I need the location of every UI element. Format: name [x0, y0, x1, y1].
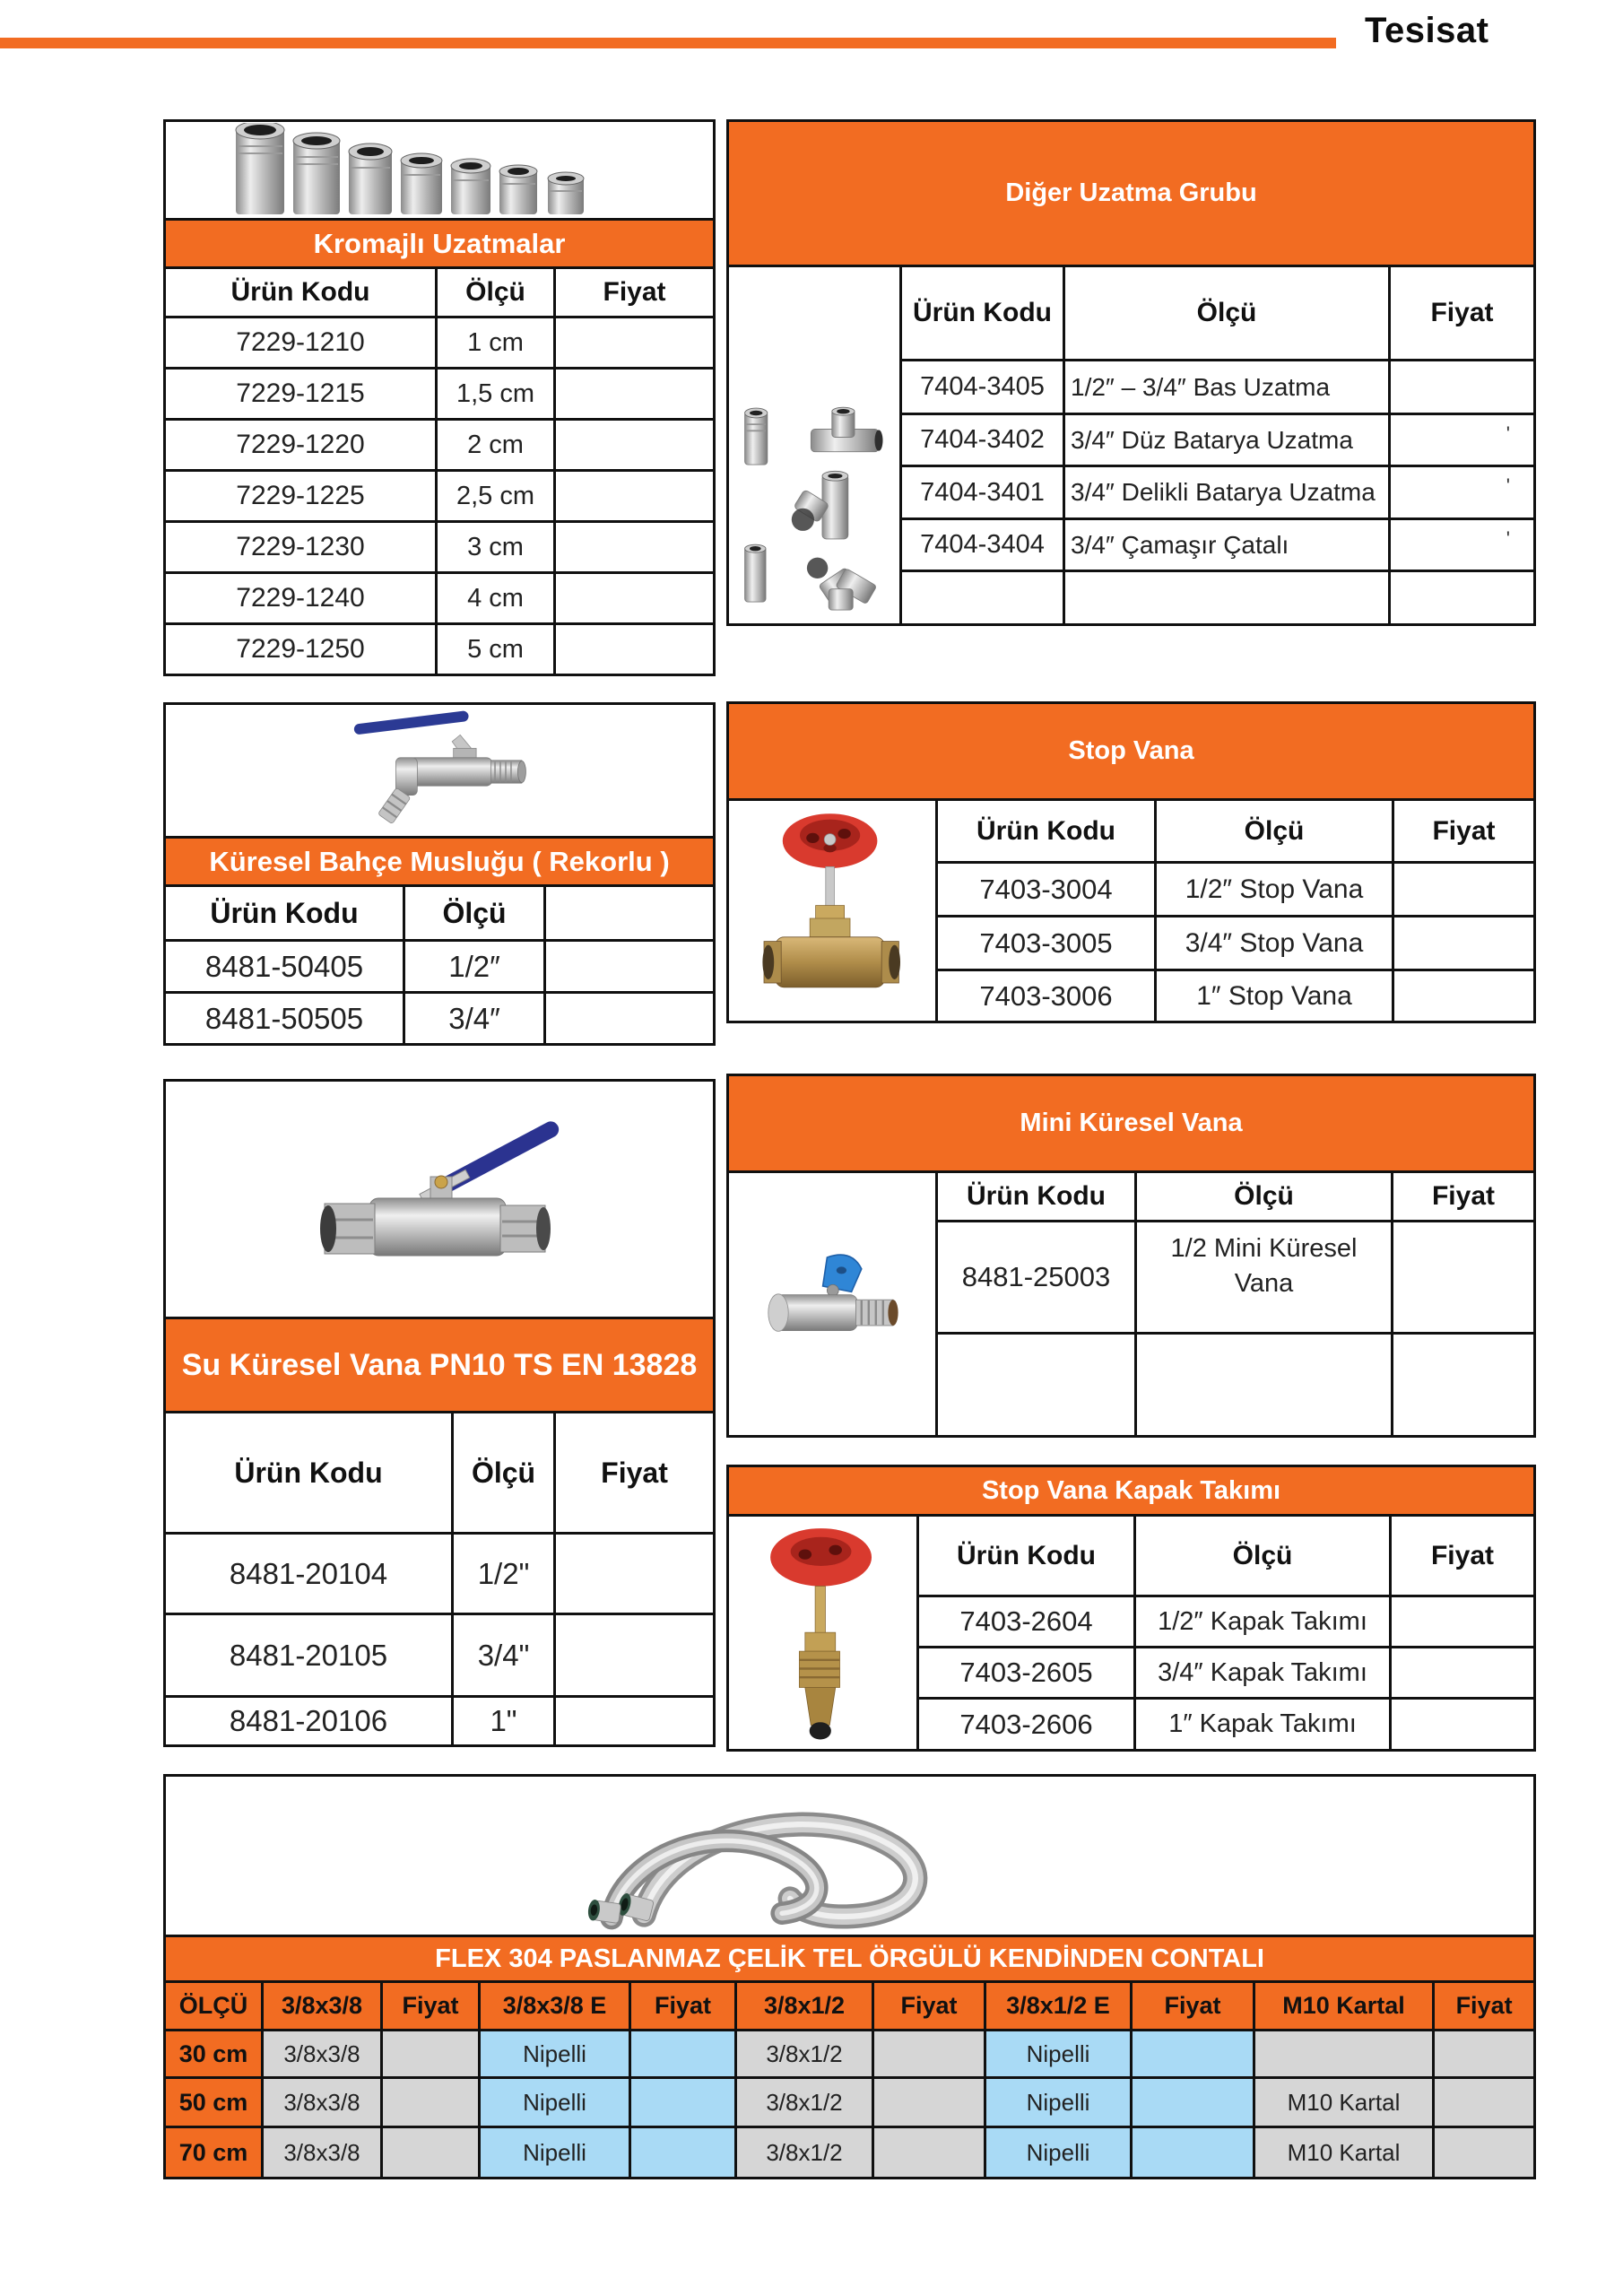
col-header-fiyat: Fiyat — [873, 1982, 985, 2031]
price-cell — [555, 573, 715, 624]
ball-valve-image — [287, 1087, 592, 1311]
size-cell: 1/2″ – 3/4″ Bas Uzatma — [1064, 361, 1390, 414]
col-header-urun-kodu: Ürün Kodu — [165, 886, 404, 941]
col-header-olcu: Ölçü — [1135, 1516, 1391, 1596]
size-cell: 3/4″ Düz Batarya Uzatma — [1064, 414, 1390, 466]
product-code-cell: 7403-3006 — [937, 970, 1156, 1022]
col-header-olcu: Ölçü — [404, 886, 545, 941]
product-code-cell: 7404-3401 — [901, 466, 1064, 519]
variant-cell: 3/8x3/8 — [263, 2078, 382, 2127]
extension-fittings-photo — [728, 266, 901, 625]
size-row-label: 30 cm — [165, 2031, 263, 2078]
table-title: Kromajlı Uzatmalar — [165, 220, 715, 268]
page-title: Tesisat — [1365, 11, 1489, 50]
product-code-cell: 7229-1225 — [165, 471, 437, 522]
col-header-olcu: Ölçü — [453, 1413, 555, 1534]
price-cell: ' — [1390, 519, 1535, 571]
price-cell — [1434, 2078, 1535, 2127]
price-cell — [630, 2031, 736, 2078]
valve-cap-image — [751, 1521, 895, 1745]
col-header-fiyat: Fiyat — [382, 1982, 480, 2031]
flex-hose-table — [163, 1774, 1536, 2179]
size-cell: 3/4″ Stop Vana — [1156, 917, 1393, 970]
chrome-extensions-photo — [165, 121, 715, 220]
size-cell: 1″ Stop Vana — [1156, 970, 1393, 1022]
product-code-cell: 7404-3405 — [901, 361, 1064, 414]
price-cell — [1393, 863, 1535, 917]
price-cell — [382, 2127, 480, 2179]
col-header-urun-kodu: Ürün Kodu — [918, 1516, 1135, 1596]
chrome-extensions-image — [229, 123, 650, 218]
flex-hose-photo — [165, 1776, 1535, 1936]
size-cell — [1064, 571, 1390, 625]
size-cell: 1/2″ Kapak Takımı — [1135, 1596, 1391, 1648]
price-cell — [1390, 571, 1535, 625]
variant-cell: Nipelli — [985, 2078, 1132, 2127]
price-cell — [1393, 917, 1535, 970]
col-header-olcu: Ölçü — [1136, 1172, 1393, 1222]
col-header-fiyat: Fiyat — [1391, 1516, 1535, 1596]
size-cell: 3 cm — [437, 522, 555, 573]
product-code-cell: 7403-2605 — [918, 1648, 1135, 1699]
stop-valve-image — [747, 804, 917, 1019]
variant-cell: Nipelli — [985, 2127, 1132, 2179]
price-cell — [873, 2031, 985, 2078]
product-code-cell: 8481-20105 — [165, 1614, 453, 1697]
product-code-cell: 7229-1215 — [165, 369, 437, 420]
mini-valve-photo — [728, 1172, 937, 1437]
flex-hose-image — [541, 1779, 1007, 1933]
table-title: Su Küresel Vana PN10 TS EN 13828 — [165, 1318, 715, 1413]
size-cell: 1/2″ — [404, 941, 545, 993]
col-header-m10-kartal: M10 Kartal — [1254, 1982, 1434, 2031]
product-code-cell: 7403-3005 — [937, 917, 1156, 970]
price-cell — [555, 624, 715, 675]
product-code-cell: 7403-2606 — [918, 1699, 1135, 1751]
size-cell: 1/2 Mini Küresel Vana — [1136, 1222, 1393, 1334]
size-cell: 3/4″ Delikli Batarya Uzatma — [1064, 466, 1390, 519]
size-row-label: 50 cm — [165, 2078, 263, 2127]
price-cell — [555, 471, 715, 522]
product-code-cell — [901, 571, 1064, 625]
price-cell — [1434, 2031, 1535, 2078]
ball-valve-photo — [165, 1081, 715, 1318]
variant-cell: Nipelli — [480, 2031, 630, 2078]
diger-uzatma-table — [726, 119, 1536, 626]
table-title: Mini Küresel Vana — [728, 1075, 1535, 1172]
variant-cell: Nipelli — [480, 2127, 630, 2179]
col-header-urun-kodu: Ürün Kodu — [937, 1172, 1136, 1222]
price-cell — [555, 420, 715, 471]
price-cell — [545, 993, 715, 1045]
variant-cell: 3/8x3/8 — [263, 2031, 382, 2078]
stop-valve-photo — [728, 800, 937, 1022]
size-cell: 1 cm — [437, 317, 555, 369]
col-header-fiyat: Fiyat — [1393, 1172, 1535, 1222]
size-cell: 1/2" — [453, 1534, 555, 1614]
variant-cell: M10 Kartal — [1254, 2078, 1434, 2127]
price-cell — [1393, 1334, 1535, 1437]
table-title: Stop Vana Kapak Takımı — [728, 1466, 1535, 1516]
variant-cell — [1254, 2031, 1434, 2078]
col-header-fiyat: Fiyat — [555, 268, 715, 317]
header-rule — [0, 38, 1336, 48]
size-cell: 2,5 cm — [437, 471, 555, 522]
table-title: Diğer Uzatma Grubu — [728, 121, 1535, 266]
col-header-fiyat: Fiyat — [1393, 800, 1535, 863]
product-code-cell: 7229-1250 — [165, 624, 437, 675]
kromajli-uzatmalar-table — [163, 119, 716, 676]
size-cell: 3/4″ Kapak Takımı — [1135, 1648, 1391, 1699]
price-cell — [545, 941, 715, 993]
price-cell: ' — [1390, 466, 1535, 519]
price-cell — [1391, 1699, 1535, 1751]
col-header-urun-kodu: Ürün Kodu — [165, 1413, 453, 1534]
col-header-fiyat: Fiyat — [1132, 1982, 1254, 2031]
garden-faucet-photo — [165, 704, 715, 838]
col-header-olcu: Ölçü — [1156, 800, 1393, 863]
price-cell — [1393, 1222, 1535, 1334]
size-cell: 1/2″ Stop Vana — [1156, 863, 1393, 917]
stop-vana-table — [726, 701, 1536, 1023]
col-header-3-8x1-2-e: 3/8x1/2 E — [985, 1982, 1132, 2031]
price-cell — [1132, 2031, 1254, 2078]
col-header-fiyat: Fiyat — [630, 1982, 736, 2031]
price-cell — [873, 2078, 985, 2127]
variant-cell: 3/8x1/2 — [736, 2078, 873, 2127]
price-cell — [1132, 2078, 1254, 2127]
product-code-cell: 7404-3404 — [901, 519, 1064, 571]
size-cell: 1″ Kapak Takımı — [1135, 1699, 1391, 1751]
price-cell — [1391, 1596, 1535, 1648]
col-header-fiyat: Fiyat — [1390, 266, 1535, 361]
price-cell — [1434, 2127, 1535, 2179]
col-header-3-8x1-2: 3/8x1/2 — [736, 1982, 873, 2031]
size-cell: 1,5 cm — [437, 369, 555, 420]
table-title: Küresel Bahçe Musluğu ( Rekorlu ) — [165, 838, 715, 886]
variant-cell: 3/8x1/2 — [736, 2127, 873, 2179]
price-cell — [1393, 970, 1535, 1022]
col-header-fiyat: Fiyat — [555, 1413, 715, 1534]
kapak-takimi-table — [726, 1465, 1536, 1752]
size-cell: 5 cm — [437, 624, 555, 675]
product-code-cell: 7229-1220 — [165, 420, 437, 471]
col-header-olcu: Ölçü — [437, 268, 555, 317]
product-code-cell: 7229-1230 — [165, 522, 437, 573]
garden-faucet-image — [291, 707, 587, 834]
mini-kuresel-vana-table — [726, 1074, 1536, 1438]
mini-valve-image — [742, 1237, 922, 1371]
product-code-cell — [937, 1334, 1136, 1437]
col-header-3-8x3-8-e: 3/8x3/8 E — [480, 1982, 630, 2031]
variant-cell: Nipelli — [985, 2031, 1132, 2078]
product-code-cell: 8481-50405 — [165, 941, 404, 993]
price-cell — [555, 522, 715, 573]
col-header-empty — [545, 886, 715, 941]
product-code-cell: 7229-1240 — [165, 573, 437, 624]
product-code-cell: 8481-50505 — [165, 993, 404, 1045]
bahce-muslugu-table — [163, 702, 716, 1046]
size-cell: 1" — [453, 1697, 555, 1746]
col-header-urun-kodu: Ürün Kodu — [165, 268, 437, 317]
price-cell — [555, 1534, 715, 1614]
col-header-urun-kodu: Ürün Kodu — [901, 266, 1064, 361]
product-code-cell: 8481-20106 — [165, 1697, 453, 1746]
price-cell — [555, 1614, 715, 1697]
table-title: FLEX 304 PASLANMAZ ÇELİK TEL ÖRGÜLÜ KENDİNDEN CONTALI — [165, 1936, 1535, 1982]
size-cell: 3/4" — [453, 1614, 555, 1697]
variant-cell: M10 Kartal — [1254, 2127, 1434, 2179]
price-cell: ' — [1390, 414, 1535, 466]
table-title: Stop Vana — [728, 703, 1535, 800]
product-code-cell: 8481-25003 — [937, 1222, 1136, 1334]
extension-fittings-image — [733, 394, 895, 618]
col-header-olcu: Ölçü — [1064, 266, 1390, 361]
size-cell: 3/4″ Çamaşır Çatalı — [1064, 519, 1390, 571]
col-header-olcu: ÖLÇÜ — [165, 1982, 263, 2031]
size-row-label: 70 cm — [165, 2127, 263, 2179]
product-code-cell: 7404-3402 — [901, 414, 1064, 466]
price-cell — [1391, 1648, 1535, 1699]
variant-cell: 3/8x1/2 — [736, 2031, 873, 2078]
price-cell — [1132, 2127, 1254, 2179]
price-cell — [1390, 361, 1535, 414]
price-cell — [630, 2127, 736, 2179]
product-code-cell: 7403-2604 — [918, 1596, 1135, 1648]
col-header-urun-kodu: Ürün Kodu — [937, 800, 1156, 863]
price-cell — [630, 2078, 736, 2127]
variant-cell: Nipelli — [480, 2078, 630, 2127]
size-cell — [1136, 1334, 1393, 1437]
su-kuresel-vana-table — [163, 1079, 716, 1747]
size-cell: 2 cm — [437, 420, 555, 471]
size-cell: 4 cm — [437, 573, 555, 624]
price-cell — [555, 369, 715, 420]
variant-cell: 3/8x3/8 — [263, 2127, 382, 2179]
size-cell: 3/4″ — [404, 993, 545, 1045]
price-cell — [382, 2031, 480, 2078]
valve-cap-photo — [728, 1516, 918, 1751]
product-code-cell: 8481-20104 — [165, 1534, 453, 1614]
product-code-cell: 7229-1210 — [165, 317, 437, 369]
product-code-cell: 7403-3004 — [937, 863, 1156, 917]
price-cell — [555, 317, 715, 369]
price-cell — [382, 2078, 480, 2127]
col-header-3-8x3-8: 3/8x3/8 — [263, 1982, 382, 2031]
price-cell — [873, 2127, 985, 2179]
price-cell — [555, 1697, 715, 1746]
col-header-fiyat: Fiyat — [1434, 1982, 1535, 2031]
